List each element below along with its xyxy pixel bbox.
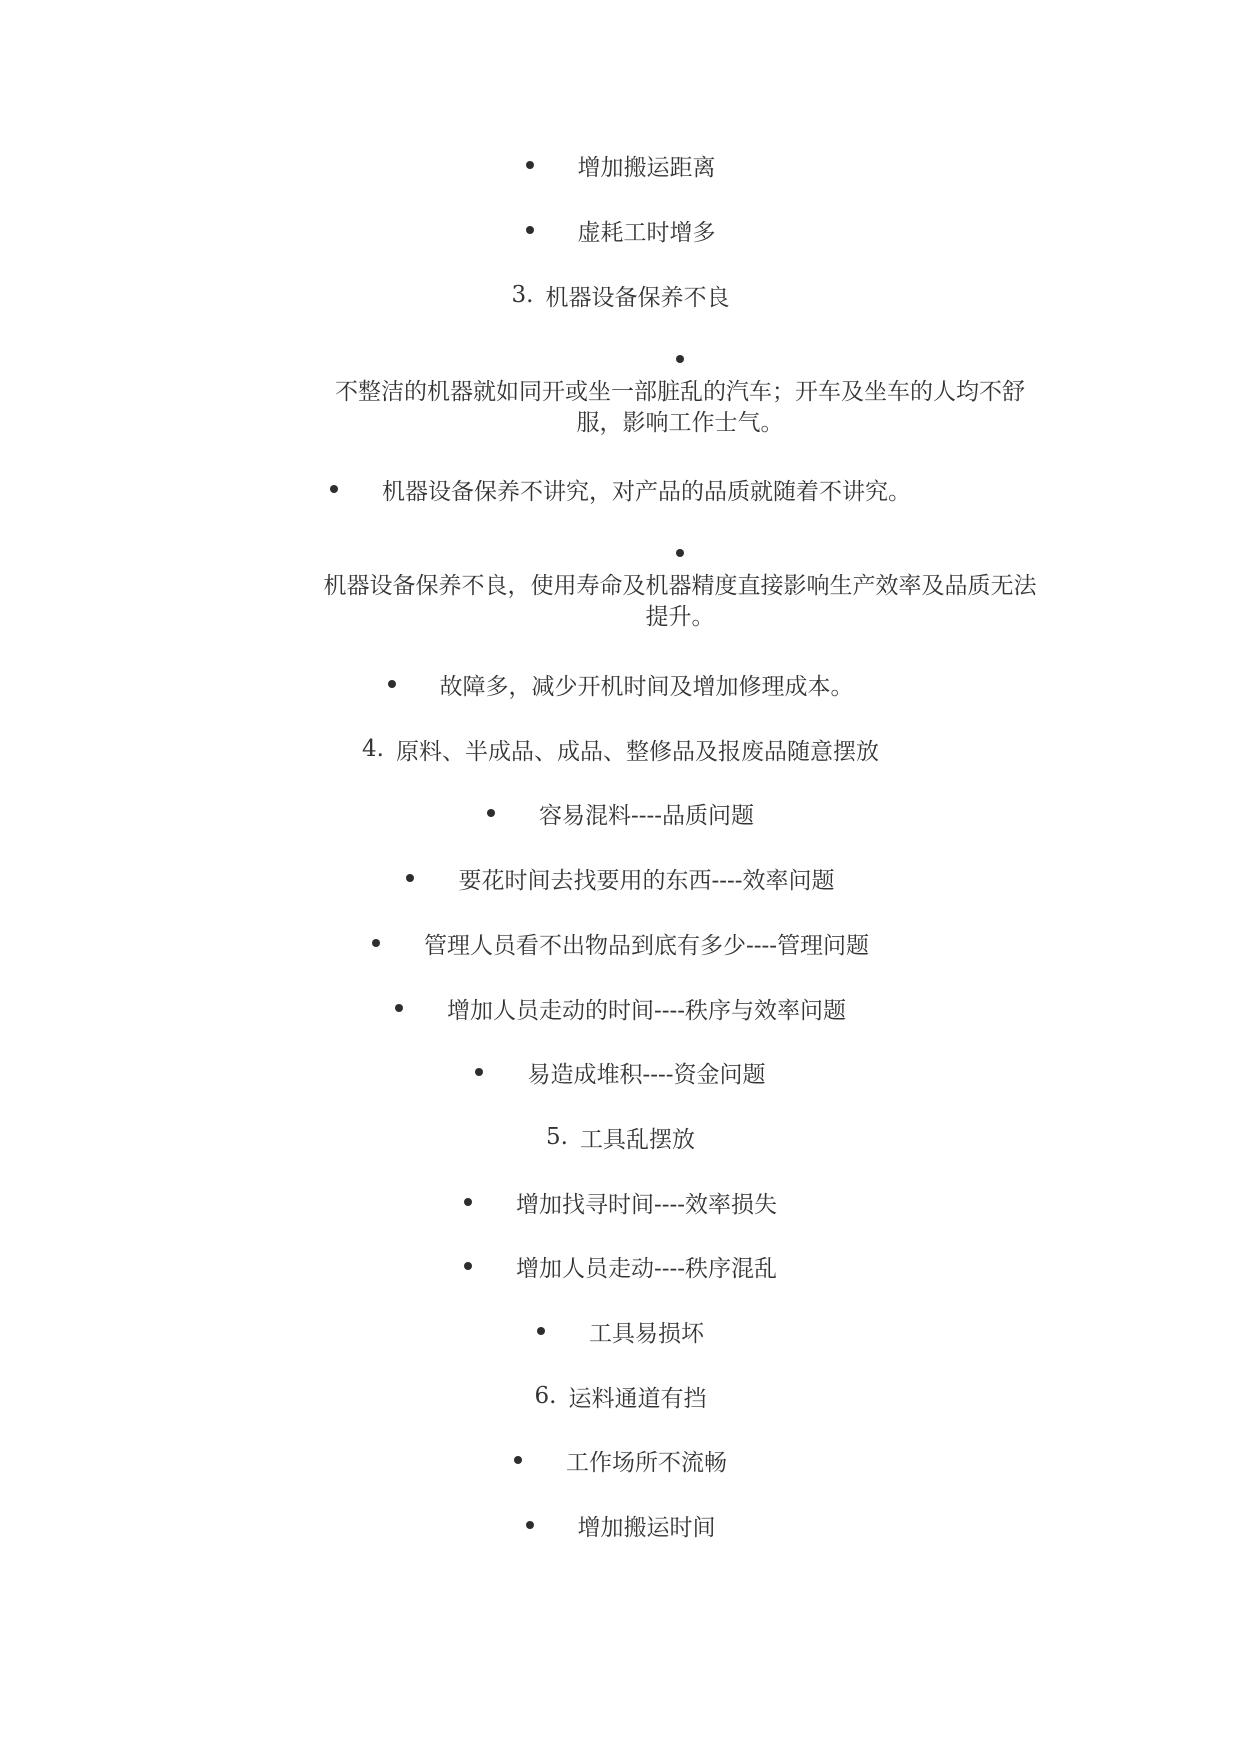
bullet-icon bbox=[487, 809, 495, 817]
list-item-text: 管理人员看不出物品到底有多少----管理问题 bbox=[423, 932, 870, 959]
list-item bbox=[0, 664, 1241, 704]
list-item-text: 不整洁的机器就如同开或坐一部脏乱的汽车；开车及坐车的人均不舒服，影响工作士气。 bbox=[335, 379, 1025, 436]
section-heading bbox=[0, 1117, 1241, 1157]
section-heading-text: 工具乱摆放 bbox=[579, 1126, 695, 1153]
section-number: 3. bbox=[511, 282, 534, 308]
section-heading-text: 机器设备保养不良 bbox=[545, 284, 730, 311]
section-number: 6. bbox=[534, 1383, 557, 1409]
bullet-icon bbox=[475, 1068, 483, 1076]
bullet-icon bbox=[388, 680, 396, 688]
bullet-icon bbox=[514, 1456, 522, 1464]
list-item-text: 增加人员走动----秩序混乱 bbox=[515, 1255, 778, 1282]
section-heading bbox=[0, 275, 1241, 315]
list-item bbox=[0, 145, 1241, 185]
list-item-text: 增加人员走动的时间----秩序与效率问题 bbox=[446, 997, 847, 1024]
list-item bbox=[0, 923, 1241, 963]
section-heading-text: 原料、半成品、成品、整修品及报废品随意摆放 bbox=[395, 738, 879, 765]
list-item-text: 机器设备保养不良，使用寿命及机器精度直接影响生产效率及品质无法提升。 bbox=[323, 573, 1037, 630]
bullet-icon bbox=[526, 1521, 534, 1529]
bullet-icon bbox=[676, 549, 684, 557]
list-item-text: 机器设备保养不讲究，对产品的品质就随着不讲究。 bbox=[382, 478, 911, 505]
bullet-icon bbox=[537, 1327, 545, 1335]
bullet-icon bbox=[406, 874, 414, 882]
bullet-icon bbox=[464, 1198, 472, 1206]
list-item-block bbox=[320, 549, 1040, 633]
list-item bbox=[0, 1182, 1241, 1222]
list-item bbox=[0, 1246, 1241, 1286]
list-item-text: 容易混料----品质问题 bbox=[538, 802, 755, 829]
list-item bbox=[0, 858, 1241, 898]
section-heading bbox=[0, 729, 1241, 769]
list-item bbox=[0, 793, 1241, 833]
list-item bbox=[0, 210, 1241, 250]
list-item bbox=[0, 1052, 1241, 1092]
bullet-icon bbox=[676, 355, 684, 363]
list-item-text: 虚耗工时增多 bbox=[577, 219, 716, 246]
list-item-text: 增加找寻时间----效率损失 bbox=[515, 1191, 778, 1218]
section-heading bbox=[0, 1376, 1241, 1416]
list-item bbox=[0, 1505, 1241, 1545]
section-number: 4. bbox=[362, 736, 384, 762]
section-heading-text: 运料通道有挡 bbox=[568, 1385, 707, 1412]
bullet-icon bbox=[526, 226, 534, 234]
bullet-icon bbox=[464, 1262, 472, 1270]
list-item-text: 增加搬运时间 bbox=[577, 1514, 716, 1541]
bullet-icon bbox=[395, 1004, 403, 1012]
list-item bbox=[0, 469, 1241, 509]
list-item bbox=[0, 1311, 1241, 1351]
list-item-text: 工作场所不流畅 bbox=[566, 1449, 727, 1476]
bullet-icon bbox=[372, 939, 380, 947]
list-item bbox=[0, 988, 1241, 1028]
list-item bbox=[0, 1440, 1241, 1480]
section-number: 5. bbox=[546, 1124, 568, 1150]
list-item-text: 工具易损坏 bbox=[589, 1320, 704, 1347]
list-item-text: 增加搬运距离 bbox=[577, 154, 716, 181]
list-item-text: 要花时间去找要用的东西----效率问题 bbox=[458, 867, 835, 894]
list-item-block bbox=[320, 355, 1040, 439]
list-item-text: 易造成堆积----资金问题 bbox=[527, 1061, 766, 1088]
bullet-icon bbox=[330, 485, 338, 493]
bullet-icon bbox=[526, 161, 534, 169]
list-item-text: 故障多，减少开机时间及增加修理成本。 bbox=[439, 673, 854, 700]
